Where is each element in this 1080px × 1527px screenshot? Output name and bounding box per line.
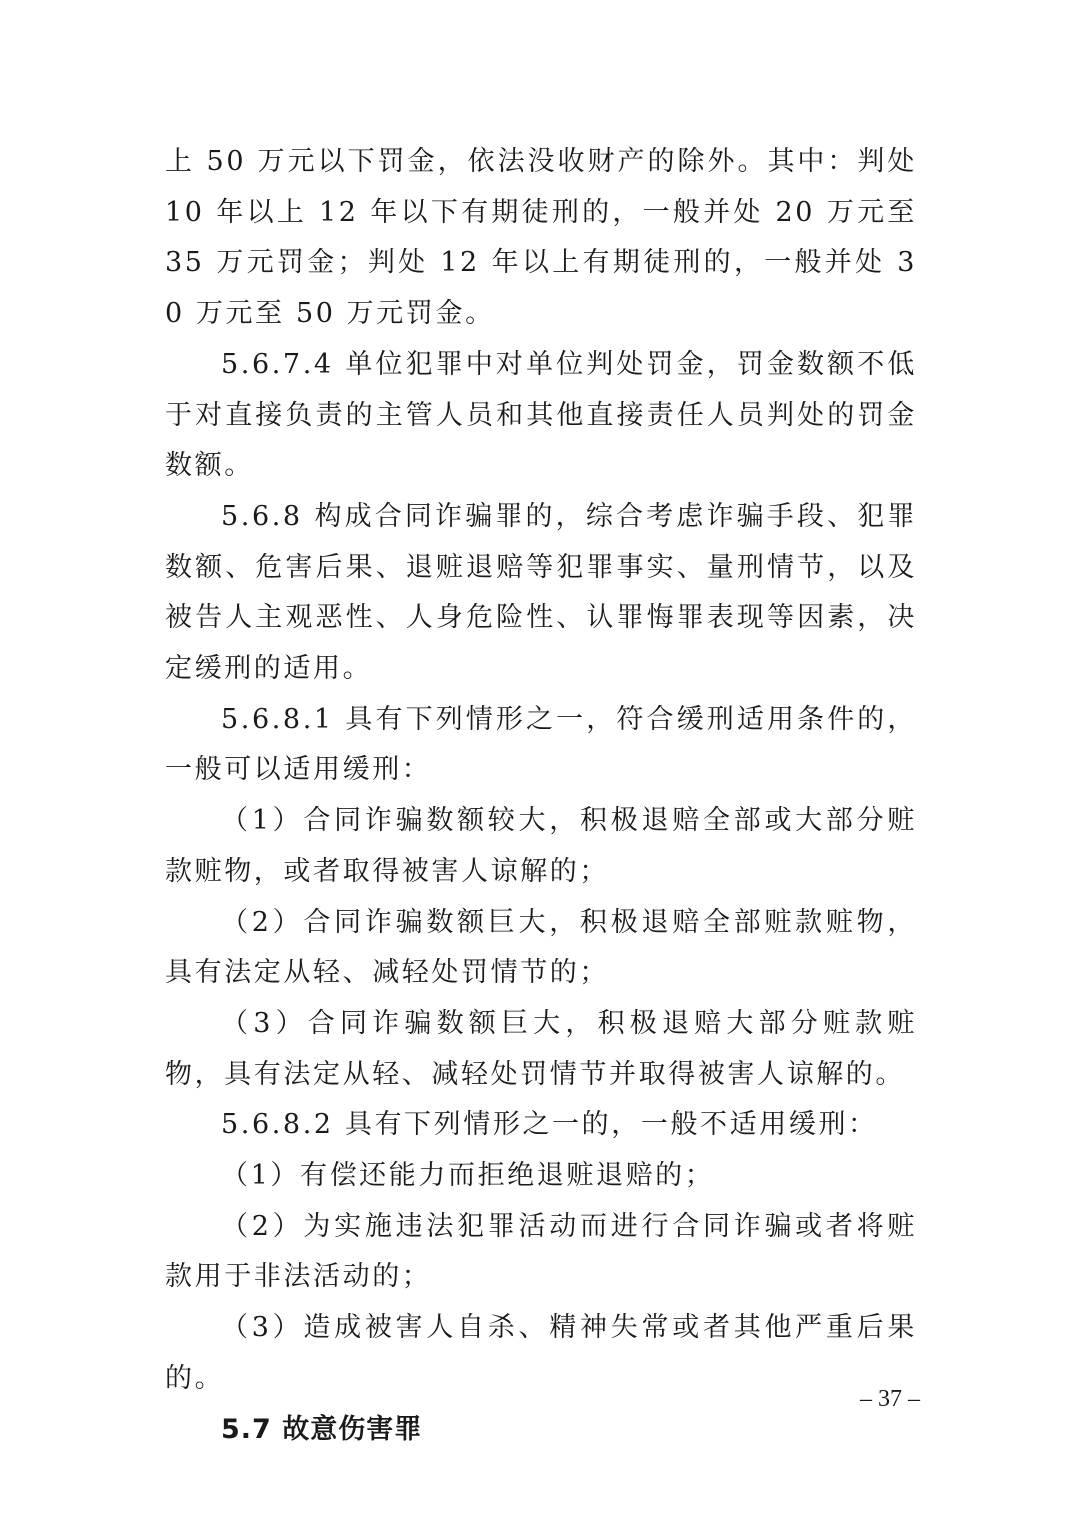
page-number: – 37 – bbox=[860, 1386, 920, 1412]
paragraph-5-6-8: 5.6.8 构成合同诈骗罪的，综合考虑诈骗手段、犯罪数额、危害后果、退赃退赔等犯罪事实、量刑情节，以及被告人主观恶性、人身危险性、认罪悔罪表现等因素，决定缓刑的适用。 bbox=[165, 500, 917, 685]
paragraph-5-6-8-2: 5.6.8.2 具有下列情形之一的，一般不适用缓刑： bbox=[221, 1109, 878, 1141]
list-item-5-6-8-2-3: （3）造成被害人自杀、精神失常或者其他严重后果的。 bbox=[165, 1312, 917, 1394]
document-body bbox=[165, 137, 917, 1455]
paragraph-5-6-8-1: 5.6.8.1 具有下列情形之一，符合缓刑适用条件的，一般可以适用缓刑： bbox=[165, 703, 917, 786]
list-item-5-6-8-1-3: （3）合同诈骗数额巨大，积极退赔大部分赃款赃物，具有法定从轻、减轻处罚情节并取得被害人谅解的。 bbox=[165, 1007, 917, 1090]
paragraph-fine-amounts: 上 50 万元以下罚金，依法没收财产的除外。其中：判处 10 年以上 12 年以下有期徒刑的，一般并处 20 万元至 35 万元罚金；判处 12 年以上有期徒刑的，一般并处 30 万元至 50 万元罚金。 bbox=[165, 146, 917, 330]
paragraph-5-6-7-4: 5.6.7.4 单位犯罪中对单位判处罚金，罚金数额不低于对直接负责的主管人员和其他直接责任人员判处的罚金数额。 bbox=[165, 348, 917, 482]
list-item-5-6-8-2-1: （1）有偿还能力而拒绝退赃退赔的； bbox=[221, 1160, 715, 1192]
list-item-5-6-8-2-2: （2）为实施违法犯罪活动而进行合同诈骗或者将赃款用于非法活动的； bbox=[165, 1210, 917, 1293]
list-item-5-6-8-1-2: （2）合同诈骗数额巨大，积极退赔全部赃款赃物，具有法定从轻、减轻处罚情节的； bbox=[165, 906, 917, 989]
section-heading-5-7: 5.7 故意伤害罪 bbox=[221, 1413, 423, 1445]
list-item-5-6-8-1-1: （1）合同诈骗数额较大，积极退赔全部或大部分赃款赃物，或者取得被害人谅解的； bbox=[165, 805, 917, 887]
